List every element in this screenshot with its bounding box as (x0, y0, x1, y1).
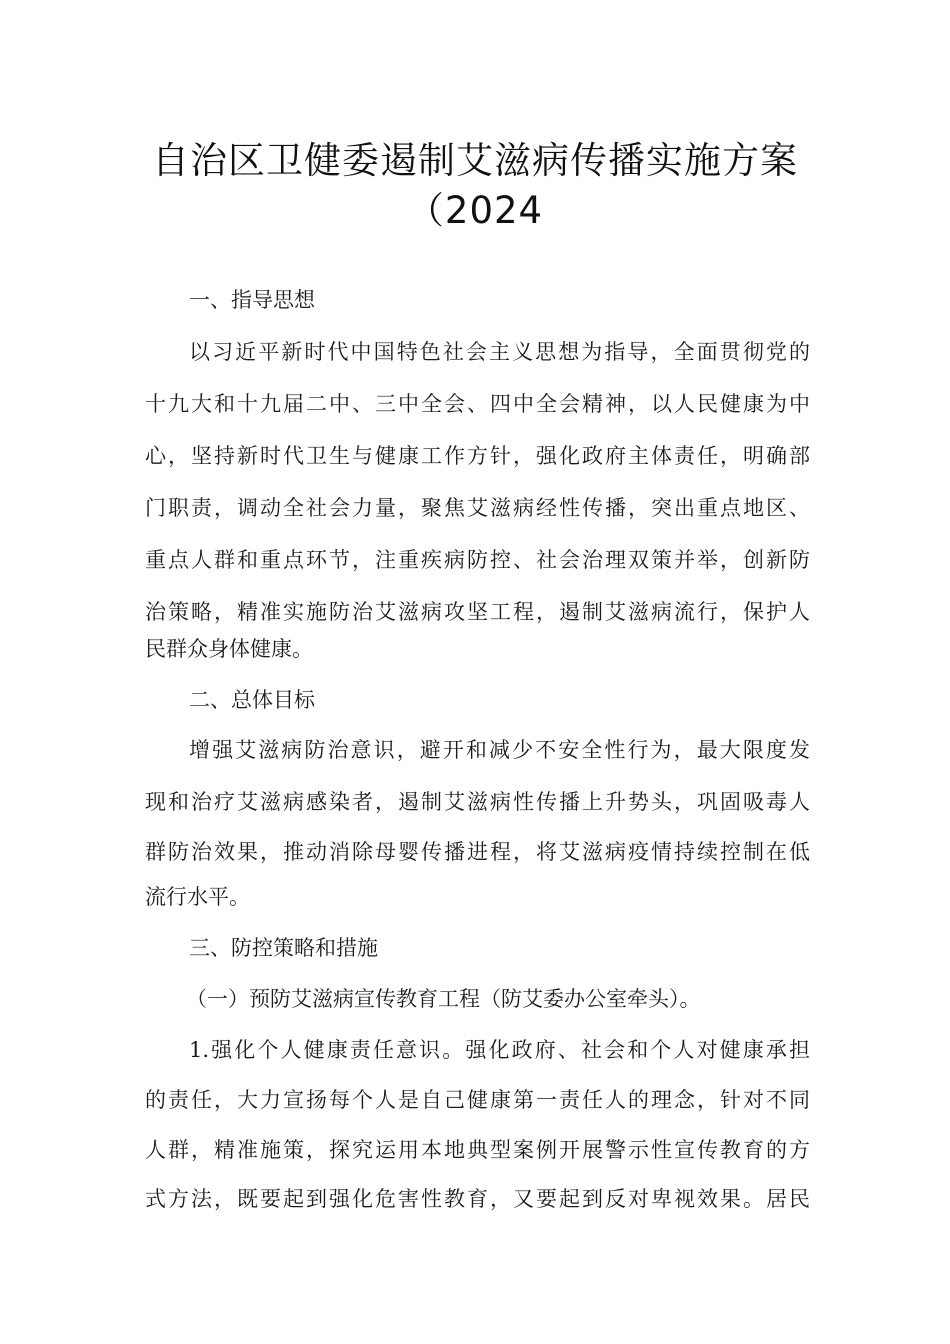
paragraph-line: 治策略，精准实施防治艾滋病攻坚工程，遏制艾滋病流行，保护人 (145, 600, 810, 624)
section-heading-guiding-ideology: 一、指导思想 (189, 288, 315, 312)
paragraph-line: 增强艾滋病防治意识，避开和减少不安全性行为，最大限度发 (189, 738, 810, 762)
paragraph-line: 人群，精准施策，探究运用本地典型案例开展警示性宣传教育的方 (145, 1138, 810, 1162)
paragraph-line: 门职责，调动全社会力量，聚焦艾滋病经性传播，突出重点地区、 (145, 496, 810, 520)
paragraph-line: 心，坚持新时代卫生与健康工作方针，强化政府主体责任，明确部 (145, 444, 810, 468)
paragraph-line: 十九大和十九届二中、三中全会、四中全会精神，以人民健康为中 (145, 392, 810, 416)
paragraph-line: 流行水平。 (145, 885, 250, 909)
paragraph-line: 以习近平新时代中国特色社会主义思想为指导，全面贯彻党的 (189, 340, 810, 364)
paragraph-line: 重点人群和重点环节，注重疾病防控、社会治理双策并举，创新防 (145, 548, 810, 572)
document-title-year: （2024 (406, 189, 544, 232)
paragraph-line: 现和治疗艾滋病感染者，遏制艾滋病性传播上升势头，巩固吸毒人 (145, 790, 810, 814)
section-heading-strategies: 三、防控策略和措施 (189, 936, 378, 960)
paragraph-line: 民群众身体健康。 (145, 637, 313, 661)
paragraph-line: 群防治效果，推动消除母婴传播进程，将艾滋病疫情持续控制在低 (145, 840, 810, 864)
paragraph-line: 的责任，大力宣扬每个人是自己健康第一责任人的理念，针对不同 (145, 1088, 810, 1112)
paragraph-line: 式方法，既要起到强化危害性教育，又要起到反对卑视效果。居民 (145, 1187, 810, 1211)
paragraph-line: 1.强化个人健康责任意识。强化政府、社会和个人对健康承担 (189, 1038, 810, 1062)
section-heading-overall-goal: 二、总体目标 (189, 688, 315, 712)
subsection-heading: （一）预防艾滋病宣传教育工程（防艾委办公室牵头）。 (186, 987, 701, 1011)
document-title: 自治区卫健委遏制艾滋病传播实施方案 (152, 139, 798, 182)
